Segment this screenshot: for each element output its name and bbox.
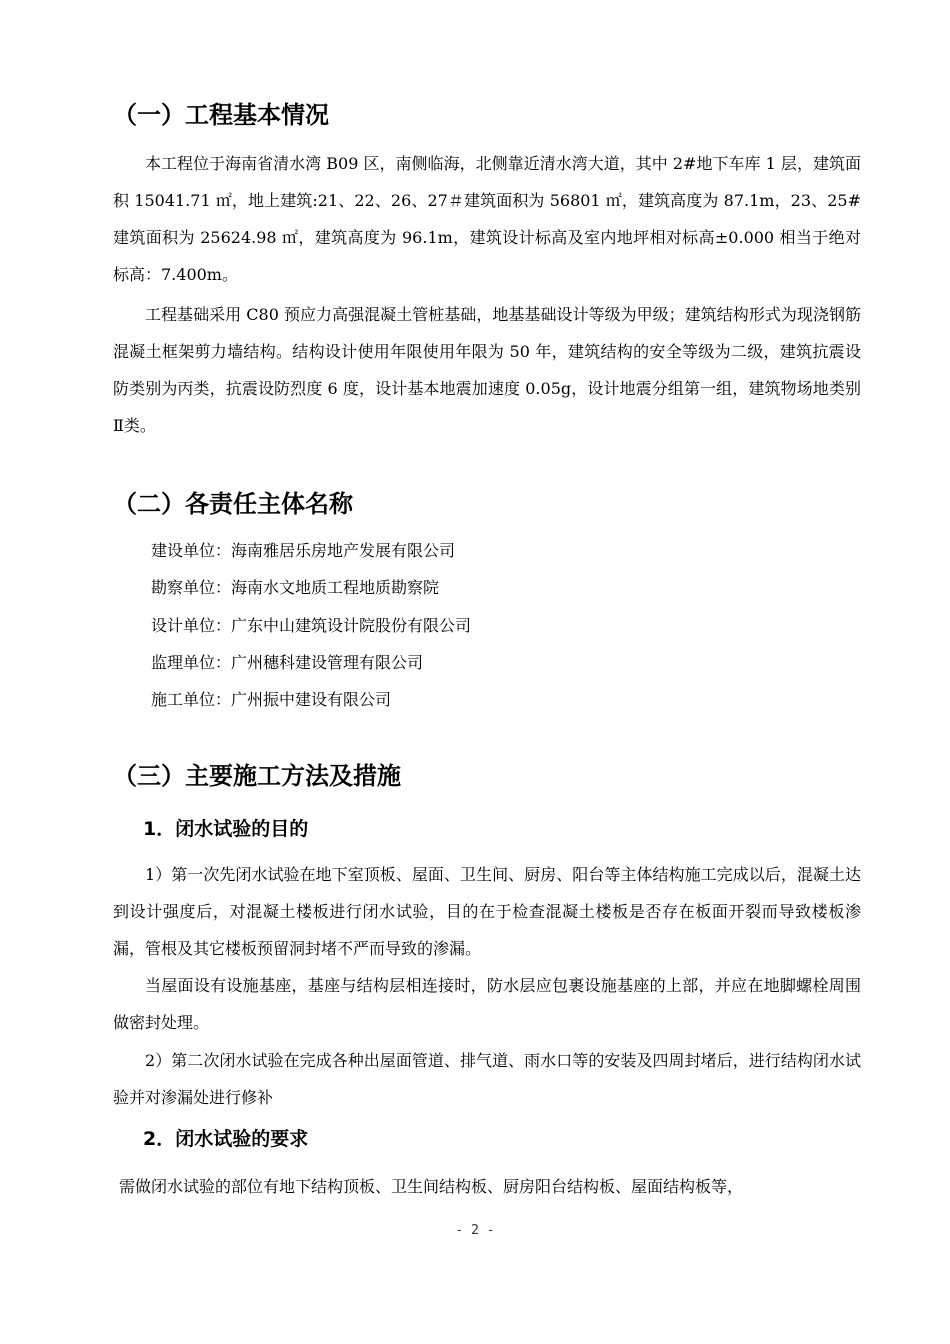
party-supervision-unit: 监理单位：广州穗科建设管理有限公司 [151, 653, 424, 672]
party-contractor-unit: 施工单位：广州振中建设有限公司 [151, 690, 392, 709]
subsection-1-paragraph-3: 2）第二次闭水试验在完成各种出屋面管道、排气道、雨水口等的安装及四周封堵后，进行结构闭水试验并对渗漏处进行修补 [113, 1051, 861, 1107]
section-1-heading: （一）工程基本情况 [113, 101, 329, 129]
party-design-unit: 设计单位：广东中山建筑设计院股份有限公司 [151, 616, 472, 635]
subsection-2-paragraph-1: 需做闭水试验的部位有地下结构顶板、卫生间结构板、厨房阳台结构板、屋面结构板等， [119, 1177, 744, 1196]
party-survey-unit: 勘察单位：海南水文地质工程地质勘察院 [151, 578, 440, 597]
section-1-paragraph-2: 工程基础采用 C80 预应力高强混凝土管桩基础，地基基础设计等级为甲级；建筑结构形式为现浇钢筋混凝土框架剪力墙结构。结构设计使用年限使用年限为 50 年，建筑结构的安全等级为二级，建筑抗震设防类别为丙类，抗震设防烈度 6 度，设计基本地震加速度 0.05g，设计地震分组第一组，建筑物场地类别Ⅱ类。 [113, 305, 861, 435]
section-1-paragraph-1: 本工程位于海南省清水湾 B09 区，南侧临海，北侧靠近清水湾大道，其中 2#地下车库 1 层，建筑面积 15041.71 ㎡，地上建筑:21、22、26、27＃建筑面积为 56801 ㎡，建筑高度为 87.1m，23、25#建筑面积为 25624.98 ㎡，建筑高度为 96.1m，建筑设计标高及室内地坪相对标高±0.000 相当于绝对标高：7.400m。 [113, 154, 861, 284]
page-number: - 2 - [455, 1223, 495, 1238]
subsection-1-paragraph-2: 当屋面设有设施基座，基座与结构层相连接时，防水层应包裹设施基座的上部，并应在地脚螺栓周围做密封处理。 [113, 976, 861, 1032]
party-construction-unit: 建设单位：海南雅居乐房地产发展有限公司 [151, 541, 456, 560]
section-3-heading: （三）主要施工方法及措施 [113, 762, 401, 790]
section-2-heading: （二）各责任主体名称 [113, 490, 353, 518]
subsection-2-heading: 2．闭水试验的要求 [143, 1128, 309, 1150]
subsection-1-paragraph-1: 1）第一次先闭水试验在地下室顶板、屋面、卫生间、厨房、阳台等主体结构施工完成以后，混凝土达到设计强度后，对混凝土楼板进行闭水试验，目的在于检查混凝土楼板是否存在板面开裂而导致楼板渗漏，管根及其它楼板预留洞封堵不严而导致的渗漏。 [113, 865, 861, 958]
subsection-1-heading: 1．闭水试验的目的 [143, 818, 309, 840]
